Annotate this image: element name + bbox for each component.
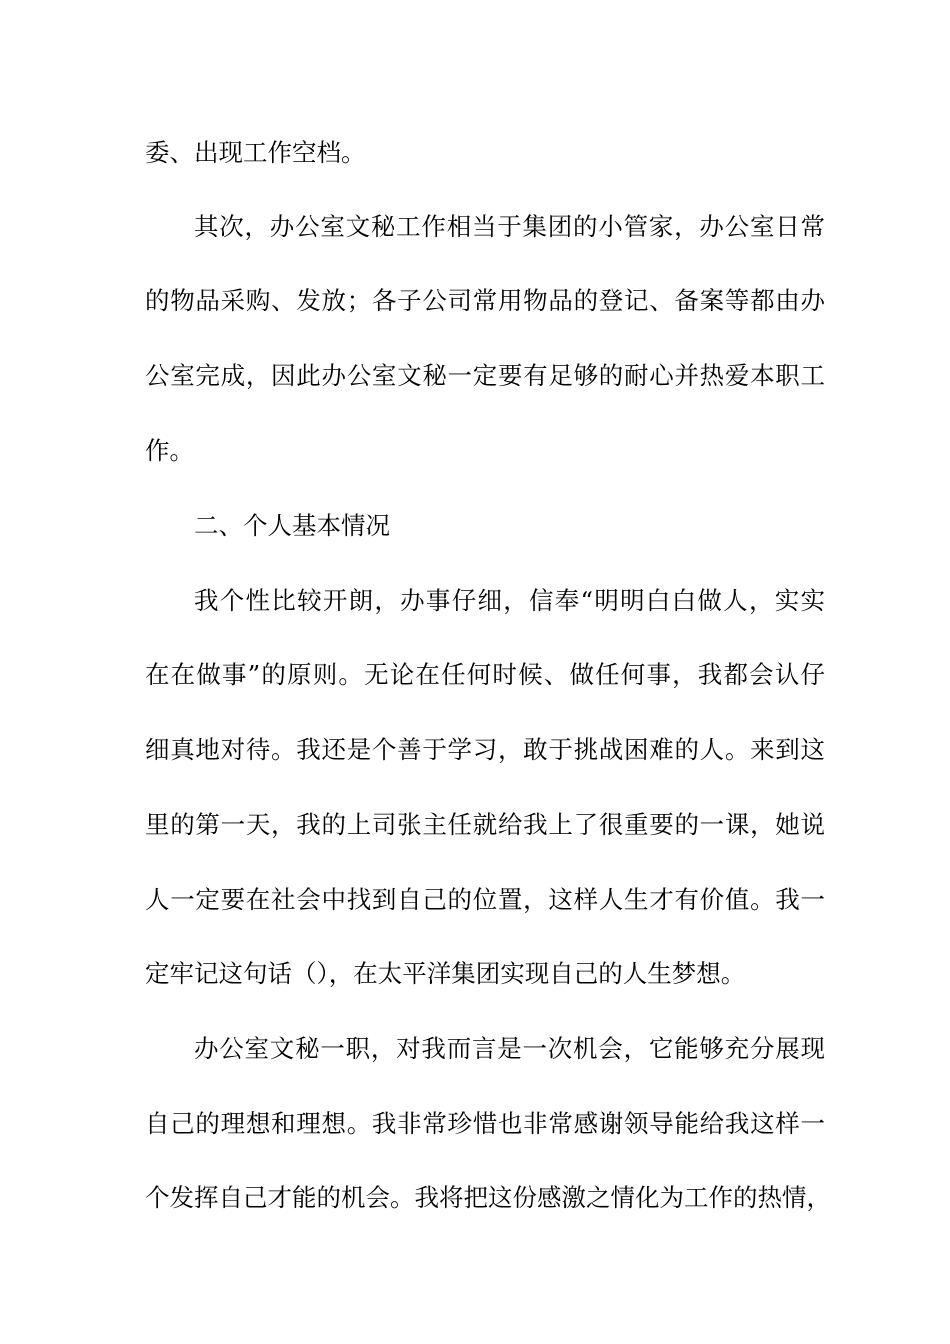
text-line: 其次，办公室文秘工作相当于集团的小管家，办公室日常 bbox=[194, 212, 825, 241]
text-line: 公室完成，因此办公室文秘一定要有足够的耐心并热爱本职工 bbox=[145, 361, 825, 390]
text-line: 定牢记这句话（），在太平洋集团实现自己的人生梦想。 bbox=[145, 959, 746, 988]
text-line: 的物品采购、发放；各子公司常用物品的登记、备案等都由办 bbox=[145, 286, 825, 315]
text-line: 细真地对待。我还是个善于学习，敢于挑战困难的人。来到这 bbox=[145, 735, 825, 764]
text-line: 里的第一天，我的上司张主任就给我上了很重要的一课，她说 bbox=[145, 810, 825, 839]
text-line: 人一定要在社会中找到自己的位置，这样人生才有价值。我一 bbox=[145, 885, 825, 914]
text-line: 我个性比较开朗，办事仔细，信奉“明明白白做人，实实 bbox=[194, 586, 825, 615]
text-line: 个发挥自己才能的机会。我将把这份感激之情化为工作的热情， bbox=[145, 1183, 831, 1212]
text-line: 委、出现工作空档。 bbox=[145, 138, 366, 167]
text-line: 作。 bbox=[145, 436, 194, 465]
text-line: 办公室文秘一职，对我而言是一次机会，它能够充分展现 bbox=[194, 1034, 825, 1063]
section-heading: 二、个人基本情况 bbox=[194, 511, 390, 540]
text-line: 自己的理想和理想。我非常珍惜也非常感谢领导能给我这样一 bbox=[145, 1109, 825, 1138]
text-line: 在在做事”的原则。无论在任何时候、做任何事，我都会认仔 bbox=[145, 660, 825, 689]
